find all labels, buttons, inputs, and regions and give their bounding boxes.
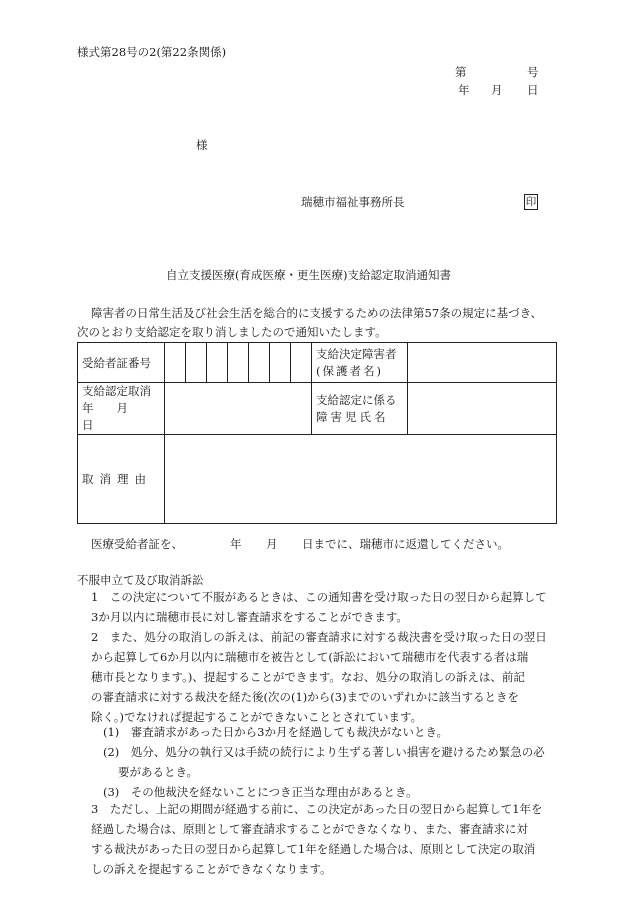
appeal-item-2-line-3: 穂市長となります。)、提起することができます。なお、処分の取消しの訴えは、前記 <box>91 670 525 684</box>
recipient-number-digit[interactable] <box>165 343 186 383</box>
recipient-number-digit[interactable] <box>228 343 249 383</box>
certification-table <box>77 342 557 524</box>
cancel-date-label: 支給認定取消 年 月 日 <box>78 383 165 435</box>
recipient-number-digit[interactable] <box>207 343 228 383</box>
intro-line-2: 次のとおり支給認定を取り消しましたので通知いたします。 <box>77 325 387 339</box>
appeal-sub-3: (3) その他裁決を経ないことにつき正当な理由があるとき。 <box>103 785 418 799</box>
intro-line-1: 障害者の日常生活及び社会生活を総合的に支援するための法律第57条の規定に基づき、 <box>91 306 543 320</box>
recipient-number-digit[interactable] <box>291 343 312 383</box>
document-number-prefix: 第 <box>455 65 467 79</box>
return-notice-month: 月 <box>266 537 278 551</box>
recipient-number-digit[interactable] <box>186 343 207 383</box>
return-notice-suffix: 日までに、瑞穂市に返還してください。 <box>302 537 509 551</box>
appeal-item-3-line-2: 経過した場合は、原則として審査請求することができなくなり、また、審査請求に対 <box>91 822 528 836</box>
recipient-number-digit[interactable] <box>270 343 291 383</box>
date-month: 月 <box>491 83 503 97</box>
date-year: 年 <box>458 83 470 97</box>
document-number-suffix: 号 <box>527 65 539 79</box>
guardian-name-field[interactable] <box>408 343 557 383</box>
sender-name: 瑞穂市福祉事務所長 <box>301 195 405 209</box>
appeal-item-3-line-3: する裁決があった日の翌日から起算して1年を経過した場合は、原則として決定の取消 <box>91 842 536 856</box>
guardian-name-label: 支給決定障害者 (保護者名) <box>312 343 408 383</box>
return-notice-year: 年 <box>230 537 242 551</box>
seal-mark: 印 <box>525 196 537 208</box>
appeal-item-3-line-1: 3 ただし、上記の期間が経過する前に、この決定があった日の翌日から起算して1年を <box>91 802 543 816</box>
reason-field[interactable] <box>165 435 557 524</box>
appeal-item-2-line-4: の審査請求に対する裁決を経た後(次の(1)から(3)までのいずれかに該当するときを <box>91 690 520 704</box>
child-name-field[interactable] <box>408 383 557 435</box>
document-title: 自立支援医療(育成医療・更生医療)支給認定取消通知書 <box>166 268 451 282</box>
form-number: 様式第28号の2(第22条関係) <box>77 45 227 59</box>
recipient-number-label: 受給者証番号 <box>78 343 165 383</box>
appeal-item-2-line-2: から起算して6か月以内に瑞穂市を被告として(訴訟において瑞穂市を代表する者は瑞 <box>91 650 529 664</box>
addressee-honorific: 様 <box>196 138 208 152</box>
appeal-sub-1: (1) 審査請求があった日から3か月を経過しても裁決がないとき。 <box>103 725 449 739</box>
appeal-item-1-line-2: 3か月以内に瑞穂市長に対し審査請求をすることができます。 <box>91 610 408 624</box>
appeal-item-3-line-4: しの訴えを提起することができなくなります。 <box>91 862 332 876</box>
cancel-date-field[interactable] <box>165 383 312 435</box>
appeal-item-2-line-1: 2 また、処分の取消しの訴えは、前記の審査請求に対する裁決書を受け取った日の翌日 <box>91 630 547 644</box>
appeal-item-1-line-1: 1 この決定について不服があるときは、この通知書を受け取った日の翌日から起算して <box>91 590 547 604</box>
appeal-heading: 不服申立て及び取消訴訟 <box>77 573 204 587</box>
date-day: 日 <box>527 83 539 97</box>
recipient-number-digit[interactable] <box>249 343 270 383</box>
return-notice-prefix: 医療受給者証を、 <box>91 537 183 551</box>
appeal-sub-2-line-1: (2) 処分、処分の執行又は手続の続行により生ずる著しい損害を避けるため緊急の必 <box>103 745 545 759</box>
appeal-sub-2-line-2: 要があるとき。 <box>118 765 199 779</box>
appeal-item-2-line-5: 除く。)でなければ提起することができないこととされています。 <box>91 710 423 724</box>
child-name-label: 支給認定に係る 障害児氏名 <box>312 383 408 435</box>
reason-label: 取消理由 <box>78 435 165 524</box>
